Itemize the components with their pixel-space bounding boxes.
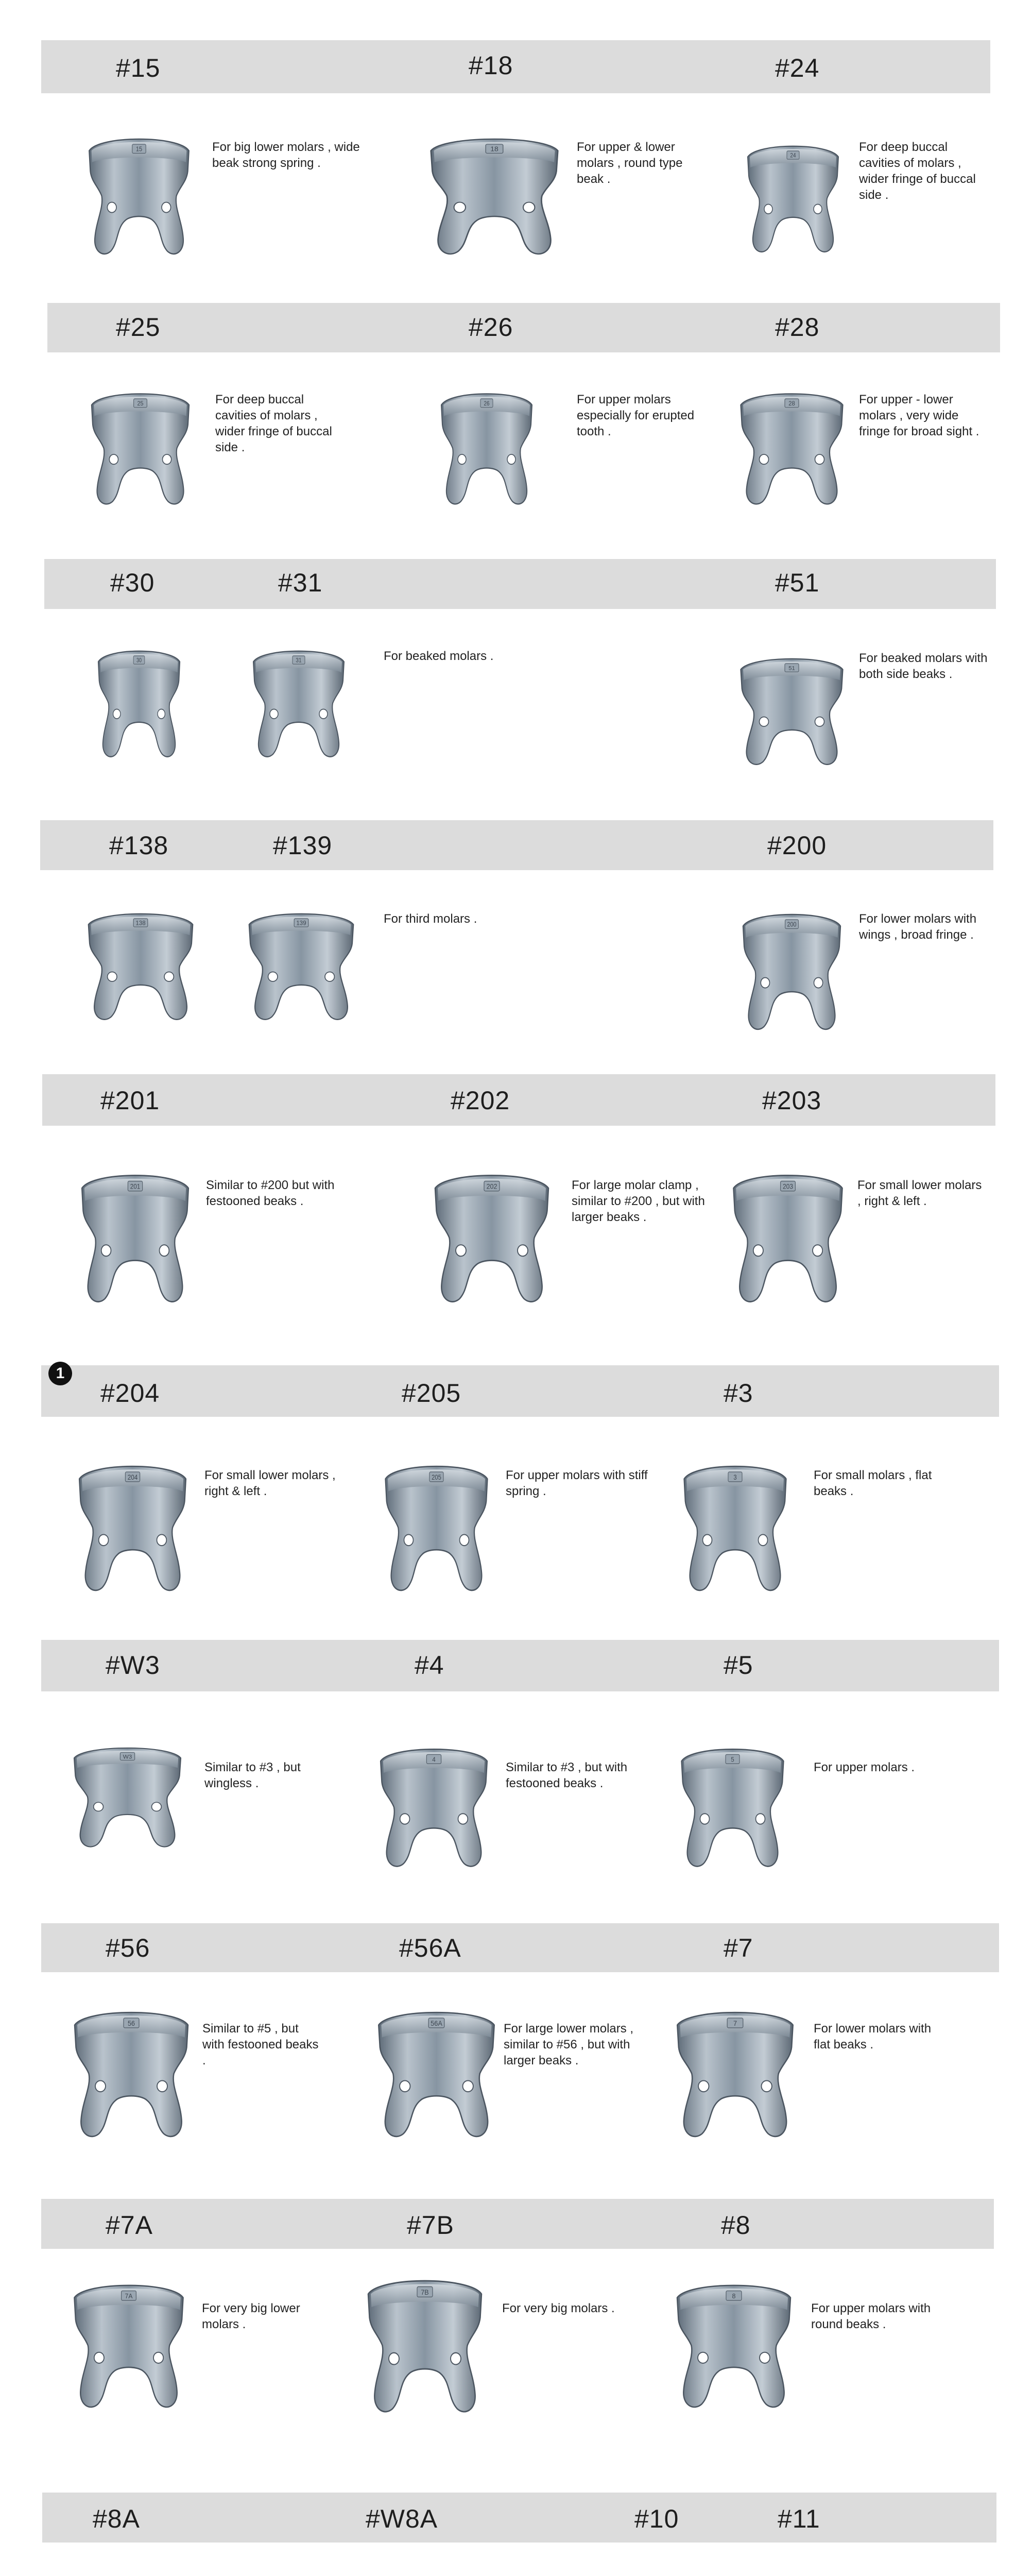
clamp-code: #205 xyxy=(402,1379,461,1408)
clamp-code: #7A xyxy=(106,2211,153,2240)
forceps-hole xyxy=(113,709,121,719)
forceps-hole xyxy=(815,717,824,726)
forceps-hole xyxy=(325,972,334,981)
forceps-hole xyxy=(814,205,822,214)
clamp-code: #8 xyxy=(721,2211,751,2240)
clamp-code: #51 xyxy=(775,568,820,597)
forceps-hole xyxy=(319,709,328,719)
section-bar-5 xyxy=(42,1074,995,1126)
forceps-hole xyxy=(162,202,171,213)
clamp-engraving: 25 xyxy=(137,400,144,408)
rubber-dam-clamp-image xyxy=(669,2004,801,2143)
rubber-dam-clamp-image xyxy=(242,907,360,1025)
forceps-hole xyxy=(458,454,466,464)
forceps-hole xyxy=(451,2353,461,2365)
clamp-description: For large molar clamp , similar to #200 , but with larger beaks . xyxy=(572,1178,705,1224)
clamp-code: #8A xyxy=(93,2504,140,2533)
clamp-description: For upper molars especially for erupted tooth . xyxy=(577,393,695,438)
rubber-dam-clamp-image xyxy=(72,1458,193,1597)
clamp-description: For lower molars with wings , broad fringe . xyxy=(859,912,977,942)
clamp-engraving: 4 xyxy=(432,1756,436,1764)
forceps-hole xyxy=(813,1245,822,1256)
forceps-hole xyxy=(814,978,823,988)
forceps-hole xyxy=(270,709,278,719)
clamp-description: For small lower molars , right & left . xyxy=(204,1468,336,1498)
section-bar-7 xyxy=(41,1640,999,1691)
clamp-engraving: 56A xyxy=(431,2019,442,2027)
clamp-code: #18 xyxy=(469,51,513,80)
clamp-code: #203 xyxy=(762,1086,822,1115)
clamp-description: For very big molars . xyxy=(502,2301,615,2315)
section-bar-8 xyxy=(41,1923,999,1972)
forceps-hole xyxy=(95,2081,106,2092)
forceps-hole xyxy=(107,202,116,213)
forceps-hole xyxy=(759,1535,768,1546)
rubber-dam-clamp-image xyxy=(422,131,566,260)
section-bar-1 xyxy=(41,40,990,93)
forceps-hole xyxy=(109,454,118,464)
rubber-dam-clamp-image xyxy=(379,1458,494,1597)
clamp-code: #26 xyxy=(469,313,513,342)
forceps-hole xyxy=(698,2352,708,2363)
clamp-engraving: 201 xyxy=(130,1182,141,1191)
clamp-engraving: 8 xyxy=(732,2292,736,2300)
clamp-description: For upper molars with stiff spring . xyxy=(506,1468,648,1498)
clamp-description: Similar to #3 , but wingless . xyxy=(204,1760,301,1790)
clamp-description: For deep buccal cavities of molars , wider fringe of buccal side . xyxy=(859,140,976,202)
forceps-hole xyxy=(108,972,117,981)
forceps-hole xyxy=(753,1245,763,1256)
clamp-description: For third molars . xyxy=(384,912,477,926)
section-bar-9 xyxy=(41,2199,994,2249)
clamp-engraving: 7B xyxy=(421,2288,429,2297)
forceps-hole xyxy=(815,454,824,464)
clamp-code: #25 xyxy=(116,313,161,342)
forceps-hole xyxy=(158,709,165,719)
clamp-description: For lower molars with flat beaks . xyxy=(814,2022,932,2052)
clamp-description: For deep buccal cavities of molars , wider fringe of buccal side . xyxy=(215,393,332,454)
clamp-description: For small molars , flat beaks . xyxy=(814,1468,932,1498)
rubber-dam-clamp-image xyxy=(427,1167,556,1309)
rubber-dam-clamp-image xyxy=(342,2571,466,2576)
clamp-code: #31 xyxy=(278,568,323,597)
clamp-engraving: 7 xyxy=(733,2019,737,2027)
clamp-description: For upper molars with round beaks . xyxy=(811,2301,931,2331)
clamp-code: #204 xyxy=(100,1379,160,1408)
clamp-engraving: 7A xyxy=(125,2292,133,2300)
clamp-code: #138 xyxy=(109,831,169,860)
forceps-hole xyxy=(518,1245,528,1256)
clamp-code: #11 xyxy=(778,2504,820,2533)
rubber-dam-clamp-image xyxy=(677,1458,793,1597)
clamp-description: For upper & lower molars , round type beak . xyxy=(577,140,683,186)
forceps-hole xyxy=(698,2081,709,2092)
forceps-hole xyxy=(400,2081,410,2092)
clamp-engraving: 15 xyxy=(135,146,143,153)
rubber-dam-clamp-image xyxy=(67,2277,191,2414)
rubber-dam-clamp-image xyxy=(67,2004,196,2143)
clamp-description: For beaked molars with both side beaks . xyxy=(859,651,988,681)
clamp-code: #24 xyxy=(775,54,820,82)
forceps-hole xyxy=(456,1245,466,1256)
clamp-code: #7B xyxy=(407,2211,454,2240)
rubber-dam-clamp-image xyxy=(371,2004,502,2143)
rubber-dam-clamp-image xyxy=(749,2571,857,2576)
clamp-engraving: 51 xyxy=(788,665,795,672)
forceps-hole xyxy=(761,978,769,988)
rubber-dam-clamp-image xyxy=(93,644,185,762)
forceps-hole xyxy=(268,972,278,981)
section-bar-4 xyxy=(40,820,993,870)
forceps-hole xyxy=(700,1814,710,1824)
forceps-hole xyxy=(756,1814,765,1824)
rubber-dam-clamp-image xyxy=(675,1741,790,1873)
clamp-code: #15 xyxy=(116,54,161,82)
forceps-hole xyxy=(760,717,769,726)
forceps-hole xyxy=(458,1814,468,1824)
rubber-dam-clamp-image xyxy=(734,386,850,510)
forceps-hole xyxy=(157,1535,167,1546)
clamp-engraving: 202 xyxy=(486,1182,497,1191)
clamp-engraving: 3 xyxy=(733,1473,737,1482)
forceps-hole xyxy=(400,1814,410,1824)
clamp-engraving: 205 xyxy=(432,1473,441,1482)
rubber-dam-clamp-image xyxy=(247,644,350,762)
forceps-hole xyxy=(153,2352,163,2363)
forceps-hole xyxy=(760,2352,770,2363)
rubber-dam-clamp-image xyxy=(81,907,200,1025)
clamp-engraving: 139 xyxy=(296,920,306,927)
rubber-dam-clamp-image xyxy=(669,2277,798,2414)
clamp-engraving: 28 xyxy=(788,400,795,408)
rubber-dam-clamp-image xyxy=(82,131,196,260)
forceps-hole xyxy=(94,2352,104,2363)
clamp-code: #10 xyxy=(634,2504,679,2533)
forceps-hole xyxy=(454,202,466,213)
forceps-hole xyxy=(389,2353,399,2365)
rubber-dam-clamp-image xyxy=(85,386,196,510)
clamp-engraving: 18 xyxy=(490,145,498,153)
rubber-dam-clamp-image xyxy=(742,139,845,258)
forceps-hole xyxy=(160,1245,169,1256)
clamp-code: #30 xyxy=(110,568,155,597)
clamp-code: #28 xyxy=(775,313,820,342)
rubber-dam-clamp-image xyxy=(75,1167,196,1309)
section-bar-6 xyxy=(41,1365,999,1417)
forceps-hole xyxy=(163,454,171,464)
forceps-hole xyxy=(762,2081,772,2092)
forceps-hole xyxy=(507,454,515,464)
forceps-hole xyxy=(164,972,174,981)
clamp-description: For upper - lower molars , very wide fringe for broad sight . xyxy=(859,393,979,438)
rubber-dam-clamp-image xyxy=(726,1167,850,1309)
clamp-engraving: 138 xyxy=(135,920,146,927)
forceps-hole xyxy=(523,202,535,213)
clamp-code: #56 xyxy=(106,1934,150,1962)
rubber-dam-clamp-image xyxy=(50,2571,192,2576)
clamp-description: For upper molars . xyxy=(814,1760,915,1774)
rubber-dam-clamp-image xyxy=(435,386,538,510)
clamp-code: #3 xyxy=(724,1379,753,1408)
forceps-hole xyxy=(760,454,769,464)
clamp-code: #W3 xyxy=(106,1651,160,1680)
clamp-engraving: 200 xyxy=(787,921,797,928)
clamp-description: For big lower molars , wide beak strong spring . xyxy=(212,140,360,170)
note-marker: 1 xyxy=(48,1362,72,1385)
clamp-code: #7 xyxy=(724,1934,753,1962)
clamp-engraving: 31 xyxy=(296,657,302,664)
rubber-dam-clamp-image xyxy=(67,1741,188,1852)
clamp-code: #56A xyxy=(399,1934,461,1962)
clamp-description: For very big lower molars . xyxy=(202,2301,300,2331)
clamp-description: For beaked molars . xyxy=(384,649,494,663)
forceps-hole xyxy=(94,1802,104,1811)
clamp-code: #200 xyxy=(767,831,827,860)
forceps-hole xyxy=(99,1535,109,1546)
clamp-engraving: 24 xyxy=(790,152,796,159)
section-bar-10 xyxy=(42,2493,996,2543)
clamp-description: Similar to #200 but with festooned beaks . xyxy=(206,1178,335,1208)
forceps-hole xyxy=(157,2081,167,2092)
clamp-code: #5 xyxy=(724,1651,753,1680)
clamp-description: For large lower molars , similar to #56 , but with larger beaks . xyxy=(504,2022,634,2067)
clamp-code: #W8A xyxy=(366,2504,438,2533)
section-bar-3 xyxy=(44,559,996,609)
forceps-hole xyxy=(764,205,772,214)
rubber-dam-clamp-image xyxy=(734,652,850,770)
clamp-description: Similar to #3 , but with festooned beaks . xyxy=(506,1760,628,1790)
clamp-engraving: 56 xyxy=(128,2019,135,2027)
rubber-dam-clamp-image xyxy=(373,1741,494,1873)
rubber-dam-clamp-image xyxy=(605,2571,708,2576)
clamp-engraving: 26 xyxy=(484,400,490,408)
forceps-hole xyxy=(460,1535,469,1546)
clamp-description: For small lower molars , right & left . xyxy=(857,1178,982,1208)
forceps-hole xyxy=(101,1245,111,1256)
clamp-code: #139 xyxy=(273,831,333,860)
forceps-hole xyxy=(463,2081,473,2092)
clamp-engraving: 5 xyxy=(731,1755,734,1764)
section-bar-2 xyxy=(47,303,1000,352)
clamp-engraving: 204 xyxy=(127,1473,138,1482)
clamp-engraving: 203 xyxy=(782,1182,794,1191)
forceps-hole xyxy=(404,1535,414,1546)
rubber-dam-clamp-image xyxy=(736,907,847,1036)
clamp-code: #201 xyxy=(100,1086,160,1115)
clamp-code: #202 xyxy=(451,1086,510,1115)
clamp-engraving: 30 xyxy=(136,657,142,664)
clamp-description: Similar to #5 , but with festooned beaks . xyxy=(202,2022,319,2067)
rubber-dam-clamp-image xyxy=(360,2272,489,2419)
clamp-engraving: W3 xyxy=(123,1754,132,1760)
forceps-hole xyxy=(152,1802,162,1811)
forceps-hole xyxy=(703,1535,712,1546)
clamp-code: #4 xyxy=(415,1651,444,1680)
